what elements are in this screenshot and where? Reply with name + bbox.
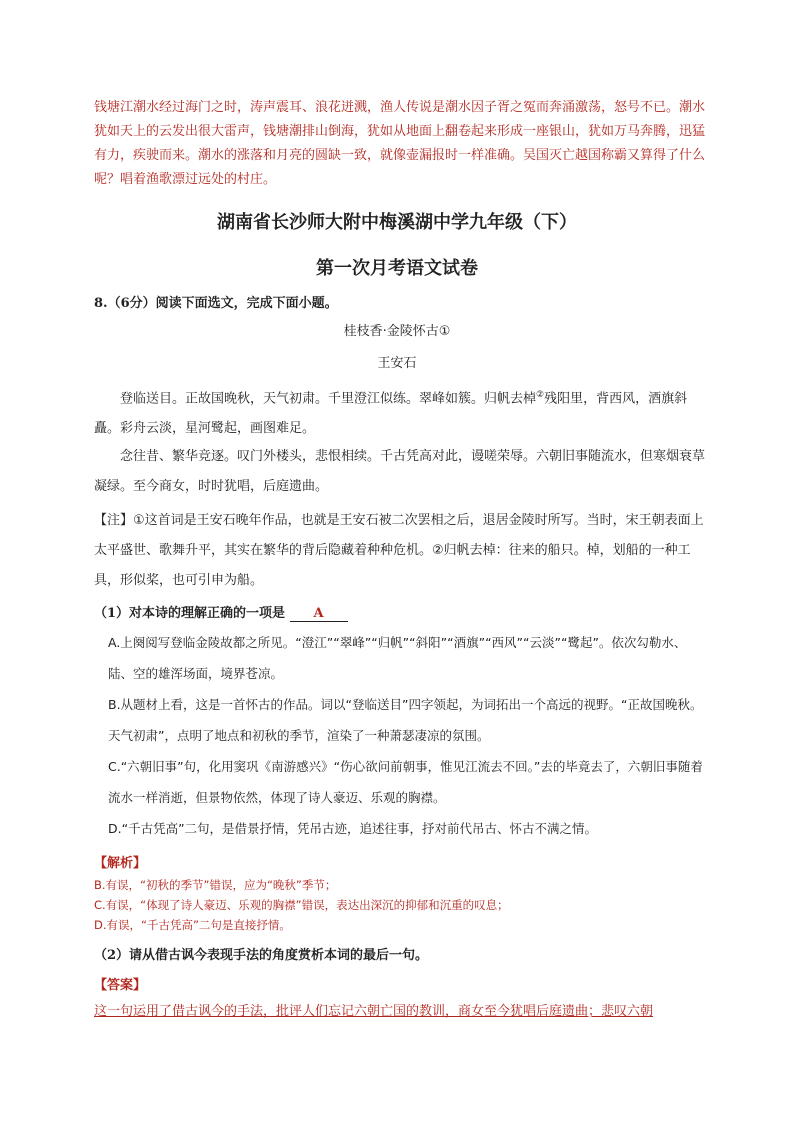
poem-title [0, 320, 794, 339]
option-b: B.从题材上看，这是一首怀古的作品。词以“登临送目”四字领起，为词拓出一个高远的视野。“正故国晚秋。天气初肃”，点明了地点和初秋的季节，渲染了一种萧瑟凄凉的氛围。 [108, 697, 703, 743]
analysis-line-c: C.有误，“体现了诗人豪迈、乐观的胸襟”错误，表达出深沉的抑郁和沉重的叹息； [94, 898, 509, 912]
poem-author: 王安石 [377, 356, 417, 371]
analysis-line-d: D.有误，“千古凭高”二句是直接抒情。 [94, 918, 291, 932]
stanza-1-part-a: 登临送目。正故国晚秋，天气初肃。千里澄江似练。翠峰如簇。归帆去棹 [120, 391, 537, 407]
poem-stanza-2: 念往昔、繁华竞逐。叹门外楼头，悲恨相续。千古凭高对此，谩嗟荣辱。六朝旧事随流水，但寒烟衰草凝绿。至今商女，时时犹唱，后庭遗曲。 [94, 449, 706, 494]
sub-question-2: （2）请从借古讽今表现手法的角度赏析本词的最后一句。 [94, 948, 429, 963]
analysis-tag: 【解析】 [94, 856, 147, 871]
option-a: A.上阕阅写登临金陵故都之所见。“澄江”“翠峰”“归帆”“斜阳”“酒旗”“西风”“云淡”“鹭起”。依次勾勒水、陆、空的雄浑场面，境界苍凉。 [108, 635, 687, 681]
option-c: C.“六朝旧事”句，化用窦巩《南游感兴》“伤心欲问前朝事，惟见江流去不回。”去的毕竟去了，六朝旧事随着流水一样消逝，但景物依然，体现了诗人豪迈、乐观的胸襟。 [108, 759, 703, 805]
answer-tag: 【答案】 [94, 978, 147, 993]
stanza-1-note-mark: ② [536, 390, 545, 400]
stanza-1-part-b: 残阳里，背西风，酒旗斜矗。彩舟云淡，星河鹭起，画图难足。 [94, 391, 688, 437]
intro-translation: 钱塘江潮水经过海门之时，涛声震耳、浪花迸溅，渔人传说是潮水因子胥之冤而奔涌激荡，怒号不已。潮水犹如天上的云发出很大雷声，钱塘潮排山倒海，犹如从地面上翻卷起来形成一座银山，犹如万马奔腾，迅猛有力，疾驶而来。潮水的涨落和月亮的圆缺一致，就像壶漏报时一样准确。吴国灭亡越国称霸又算得了什么呢？唱着渔歌漂过远处的村庄。 [94, 100, 706, 187]
sub-question-1 [94, 602, 348, 622]
analysis-line-b: B.有误，“初秋的季节”错误，应为“晚秋”季节； [94, 878, 337, 892]
answer-blank: A [290, 606, 348, 622]
answer-text: 这一句运用了借古讽今的手法，批评人们忘记六朝亡国的教训，商女至今犹唱后庭遗曲；悲叹六朝 [94, 1004, 654, 1019]
exam-title-line2: 第一次月考语文试卷 [316, 258, 478, 279]
poem-title-note-mark: ① [438, 324, 451, 339]
question-heading: 8.（6分）阅读下面选文，完成下面小题。 [94, 296, 338, 311]
poem-title-text: 桂枝香·金陵怀古 [343, 324, 439, 339]
sub-question-1-label: （1）对本诗的理解正确的一项是 [94, 606, 286, 621]
exam-title-line1: 湖南省长沙师大附中梅溪湖中学九年级（下） [217, 212, 577, 233]
poem-stanza-1 [94, 380, 706, 444]
poem-note: 【注】①这首词是王安石晚年作品，也就是王安石被二次罢相之后，退居金陵时所写。当时，宋王朝表面上太平盛世、歌舞升平，其实在繁华的背后隐藏着种种危机。②归帆去棹：往来的船只。棹，划船的一种工具，形似桨，也可引申为船。 [94, 513, 704, 588]
option-d: D.“千古凭高”二句，是借景抒情，凭吊古迹，追述往事，抒对前代吊古、怀古不满之情。 [108, 821, 598, 836]
